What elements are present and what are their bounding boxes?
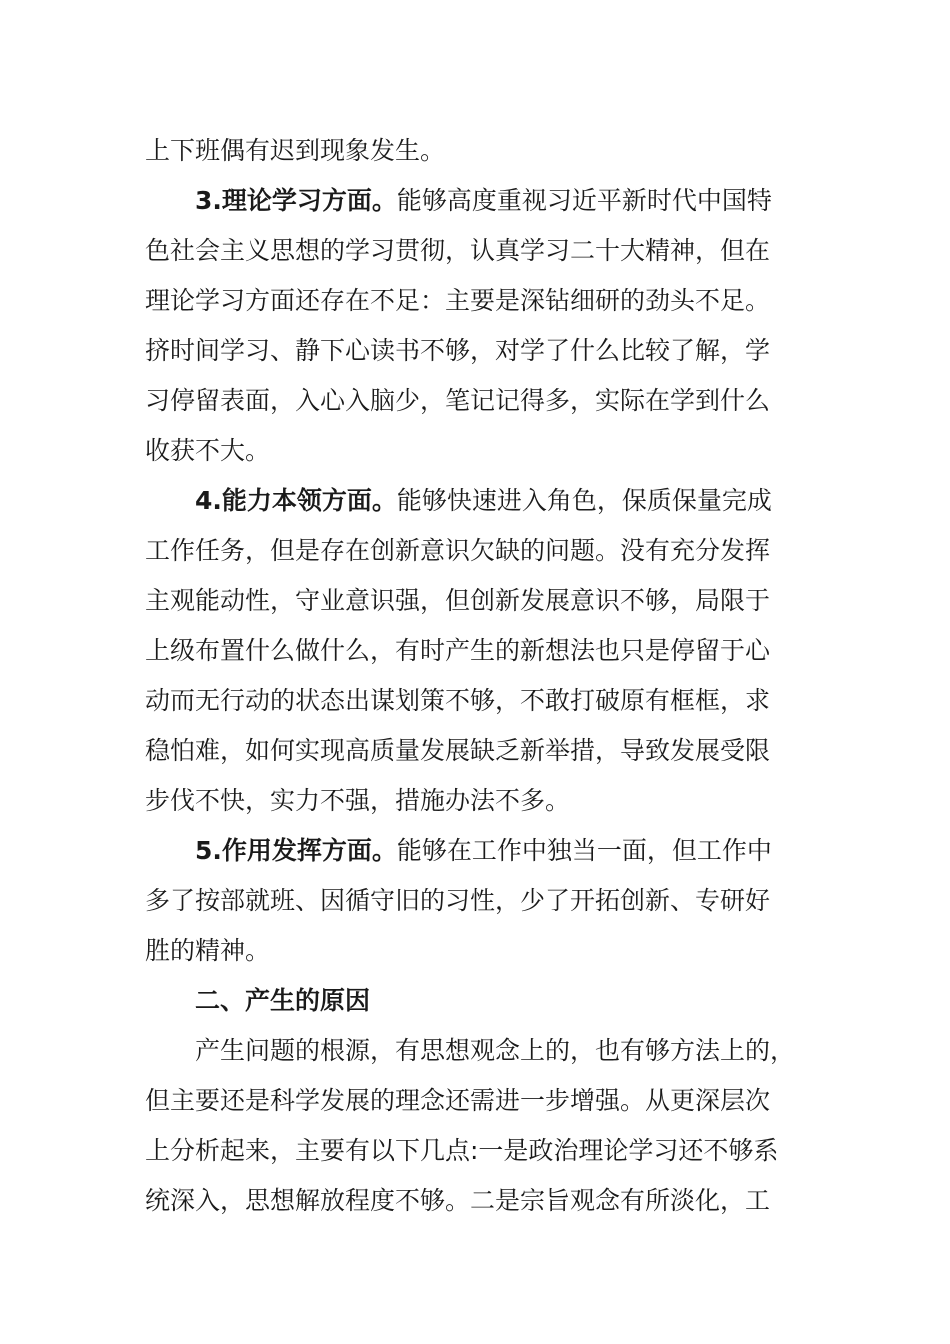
paragraph-line: 统深入，思想解放程度不够。二是宗旨观念有所淡化，工 [145, 1186, 771, 1215]
paragraph-first-line [145, 826, 825, 876]
paragraph-line: 上级布置什么做什么，有时产生的新想法也只是停留于心 [145, 636, 771, 665]
paragraph-line: 稳怕难，如何实现高质量发展缺乏新举措，导致发展受限 [145, 736, 771, 765]
paragraph-heading-ability: 4.能力本领方面。 [195, 486, 397, 515]
paragraph-text: 能够在工作中独当一面，但工作中 [396, 836, 772, 865]
section-heading: 二、产生的原因 [195, 986, 371, 1015]
paragraph-line: 上下班偶有迟到现象发生。 [145, 136, 446, 165]
paragraph-line: 步伐不快，实力不强，措施办法不多。 [145, 786, 571, 815]
paragraph-line: 理论学习方面还存在不足：主要是深钻细研的劲头不足。 [145, 286, 771, 315]
paragraph-line: 工作任务，但是存在创新意识欠缺的问题。没有充分发挥 [145, 536, 771, 565]
paragraph-line: 多了按部就班、因循守旧的习性，少了开拓创新、专研好 [145, 886, 771, 915]
paragraph-heading-role: 5.作用发挥方面。 [195, 836, 397, 865]
paragraph-first-line [145, 476, 825, 526]
paragraph-first-line: 产生问题的根源，有思想观念上的，也有够方法上的， [195, 1036, 796, 1065]
paragraph-heading-theory-study: 3.理论学习方面。 [195, 186, 397, 215]
paragraph-line: 上分析起来，主要有以下几点:一是政治理论学习还不够系 [145, 1136, 779, 1165]
paragraph-line: 习停留表面，入心入脑少，笔记记得多，实际在学到什么 [145, 386, 771, 415]
paragraph-line: 主观能动性，守业意识强，但创新发展意识不够，局限于 [145, 586, 771, 615]
paragraph-text: 能够高度重视习近平新时代中国特 [396, 186, 772, 215]
body-text [145, 126, 825, 1226]
paragraph-line: 挤时间学习、静下心读书不够，对学了什么比较了解，学 [145, 336, 771, 365]
paragraph-line: 但主要还是科学发展的理念还需进一步增强。从更深层次 [145, 1086, 771, 1115]
paragraph-line: 胜的精神。 [145, 936, 271, 965]
paragraph-first-line [145, 176, 825, 226]
paragraph-line: 动而无行动的状态出谋划策不够，不敢打破原有框框，求 [145, 686, 771, 715]
paragraph-line: 色社会主义思想的学习贯彻，认真学习二十大精神，但在 [145, 236, 771, 265]
paragraph-text: 能够快速进入角色，保质保量完成 [396, 486, 772, 515]
paragraph-line: 收获不大。 [145, 436, 271, 465]
